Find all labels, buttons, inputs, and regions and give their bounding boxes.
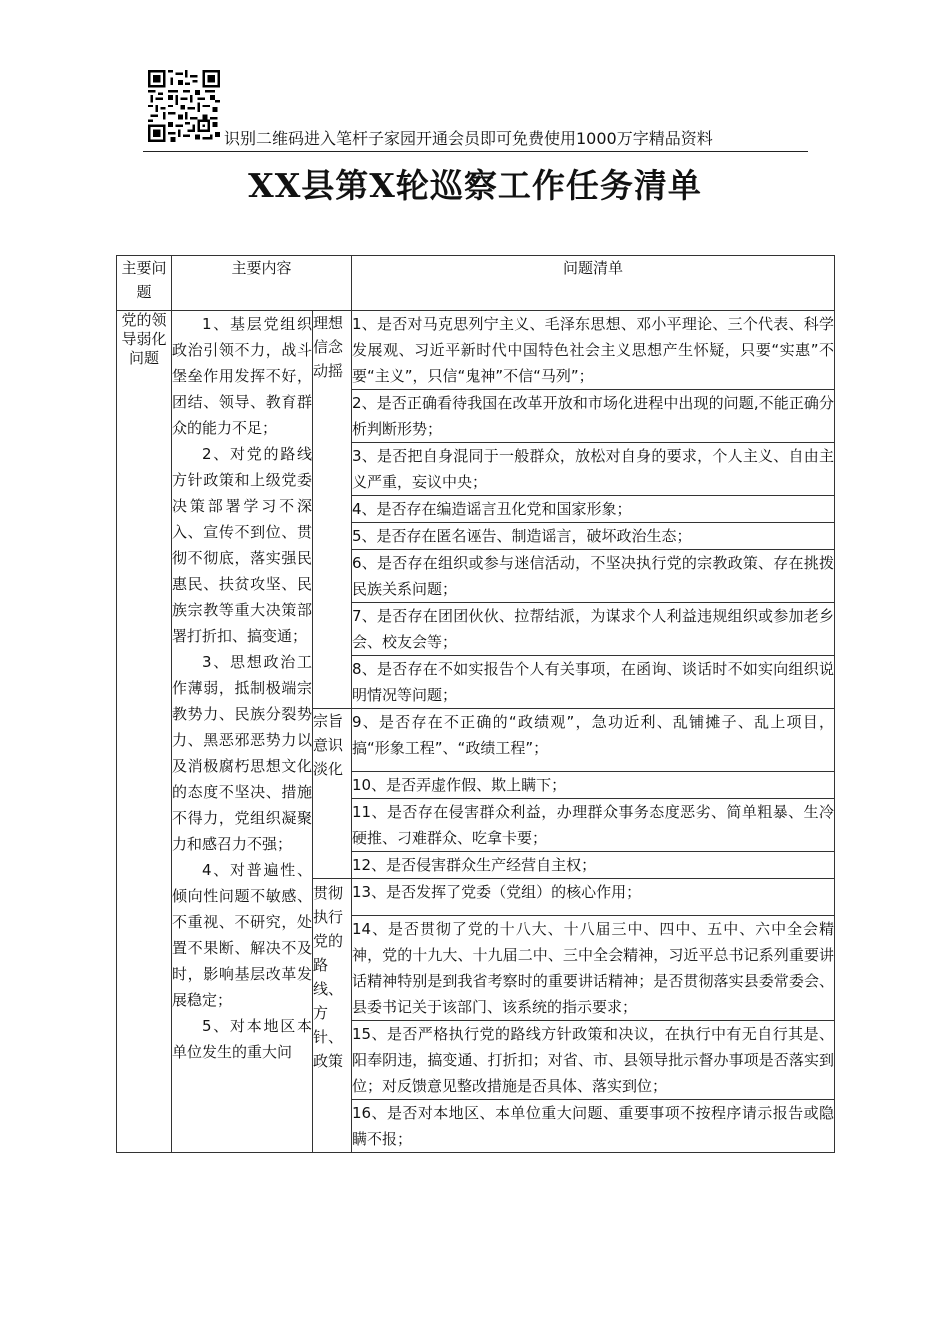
qr-code-image	[146, 70, 222, 142]
issue-item: 15、是否严格执行党的路线方针政策和决议，在执行中有无自行其是、阳奉阴违，搞变通、打折扣；对省、市、县领导批示督办事项是否落实到位；对反馈意见整改措施是否具体、落实到位；	[352, 1021, 835, 1100]
content-para: 3、思想政治工作薄弱，抵制极端宗教势力、民族分裂势力、黑恶邪恶势力以及消极腐朽思想文化的态度不坚决、措施不得力，党组织凝聚力和感召力不强；	[172, 653, 312, 853]
issue-item: 12、是否侵害群众生产经营自主权；	[352, 852, 835, 879]
table-header-row	[117, 256, 835, 311]
content-para: 4、对普遍性、倾向性问题不敏感、不重视、不研究，处置不果断、解决不及时，影响基层改革发展稳定；	[172, 861, 312, 1009]
content-para: 2、对党的路线方针政策和上级党委决策部署学习不深入、宣传不到位、贯彻不彻底，落实强民惠民、扶贫攻坚、民族宗教等重大决策部署打折扣、搞变通；	[172, 445, 312, 645]
issue-item: 4、是否存在编造谣言丑化党和国家形象；	[352, 496, 835, 523]
issue-item: 1、是否对马克思列宁主义、毛泽东思想、邓小平理论、三个代表、科学发展观、习近平新时代中国特色社会主义思想产生怀疑，只要“实惠”不要“主义”，只信“鬼神”不信“马列”；	[352, 311, 835, 390]
issue-item: 6、是否存在组织或参与迷信活动，不坚决执行党的宗教政策、存在挑拨民族关系问题；	[352, 550, 835, 603]
category-cell: 宗旨意识淡化	[313, 709, 352, 879]
col-header-main-issue: 主要问题	[117, 256, 172, 311]
category-cell: 贯彻执行党的路线、方针、政策	[313, 879, 352, 1153]
col-header-main-content: 主要内容	[172, 256, 352, 311]
issue-item: 5、是否存在匿名诬告、制造谣言，破坏政治生态；	[352, 523, 835, 550]
content-para: 1、基层党组织政治引领不力，战斗堡垒作用发挥不好，团结、领导、教育群众的能力不足；	[172, 315, 312, 437]
col-header-issue-list: 问题清单	[352, 256, 835, 311]
content-para: 5、对本地区本单位发生的重大问	[172, 1017, 312, 1061]
category-cell: 理想信念动摇	[313, 311, 352, 709]
issue-item: 14、是否贯彻了党的十八大、十八届三中、四中、五中、六中全会精神，党的十九大、十九届二中、三中全会精神，习近平总书记系列重要讲话精神特别是到我省考察时的重要讲话精神；是否贯彻落实县委常委会、县委书记关于该部门、该系统的指示要求；	[352, 916, 835, 1021]
task-table	[116, 255, 835, 1153]
issue-item: 3、是否把自身混同于一般群众，放松对自身的要求，个人主义、自由主义严重，妄议中央；	[352, 443, 835, 496]
main-issue-cell: 党的领导弱化问题	[117, 311, 172, 1153]
page-title: XX县第X轮巡察工作任务清单	[248, 166, 702, 205]
header-note: 识别二维码进入笔杆子家园开通会员即可免费使用1000万字精品资料	[224, 129, 713, 148]
issue-item: 16、是否对本地区、本单位重大问题、重要事项不按程序请示报告或隐瞒不报；	[352, 1100, 835, 1153]
issue-item: 11、是否存在侵害群众利益，办理群众事务态度恶劣、简单粗暴、生冷硬推、刁难群众、吃拿卡要；	[352, 799, 835, 852]
main-content-cell	[172, 311, 313, 1153]
header-divider	[143, 151, 808, 152]
issue-item: 2、是否正确看待我国在改革开放和市场化进程中出现的问题,不能正确分析判断形势；	[352, 390, 835, 443]
issue-item: 7、是否存在团团伙伙、拉帮结派，为谋求个人利益违规组织或参加老乡会、校友会等；	[352, 603, 835, 656]
issue-item: 13、是否发挥了党委（党组）的核心作用；	[352, 879, 835, 916]
issue-item: 8、是否存在不如实报告个人有关事项，在函询、谈话时不如实向组织说明情况等问题；	[352, 656, 835, 709]
issue-item: 10、是否弄虚作假、欺上瞒下；	[352, 772, 835, 799]
table-row	[117, 311, 835, 390]
issue-item: 9、是否存在不正确的“政绩观”，急功近利、乱铺摊子、乱上项目，搞“形象工程”、“政绩工程”；	[352, 709, 835, 772]
